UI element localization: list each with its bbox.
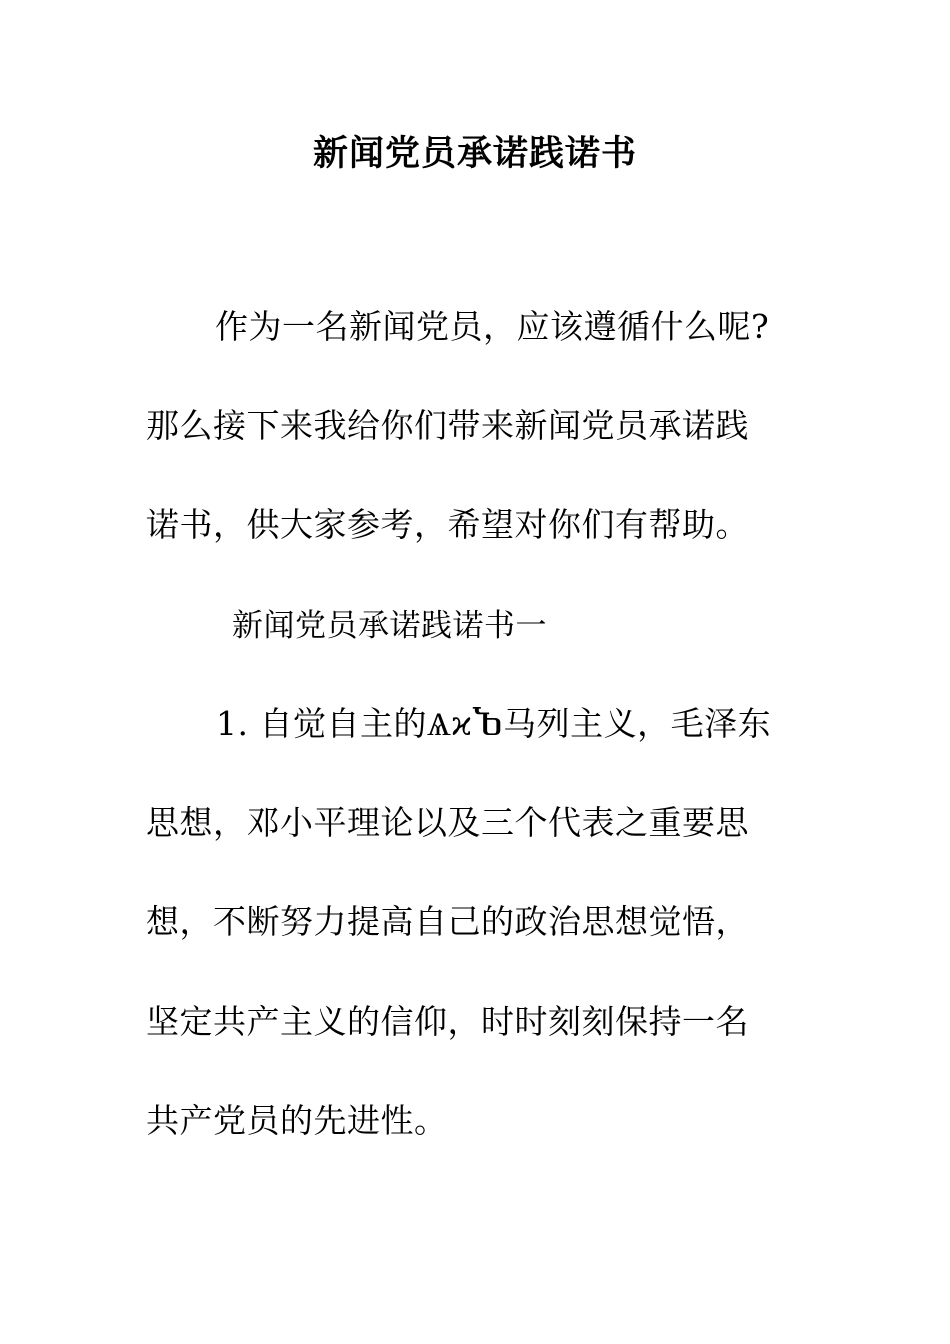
item-1-line-3: 想，不断努力提高自己的政治思想觉悟， <box>146 902 749 941</box>
item-1-line-2: 思想，邓小平理论以及三个代表之重要思 <box>146 803 749 842</box>
intro-line-2: 那么接下来我给你们带来新闻党员承诺践 <box>146 406 749 445</box>
item-1-line-4: 坚定共产主义的信仰，时时刻刻保持一名 <box>146 1002 749 1041</box>
intro-line-3: 诺书，供大家参考，希望对你们有帮助。 <box>146 505 749 544</box>
document-title: 新闻党员承诺践诺书 <box>312 133 637 174</box>
intro-line-1: 作为一名新闻党员，应该遵循什么呢? <box>215 307 770 346</box>
item-1-line-5: 共产党员的先进性。 <box>146 1101 448 1140</box>
section-heading: 新闻党员承诺践诺书一 <box>232 608 547 644</box>
item-1-line-1: 1. 自觉自主的ѦϰႦ马列主义，毛泽东 <box>216 704 772 743</box>
